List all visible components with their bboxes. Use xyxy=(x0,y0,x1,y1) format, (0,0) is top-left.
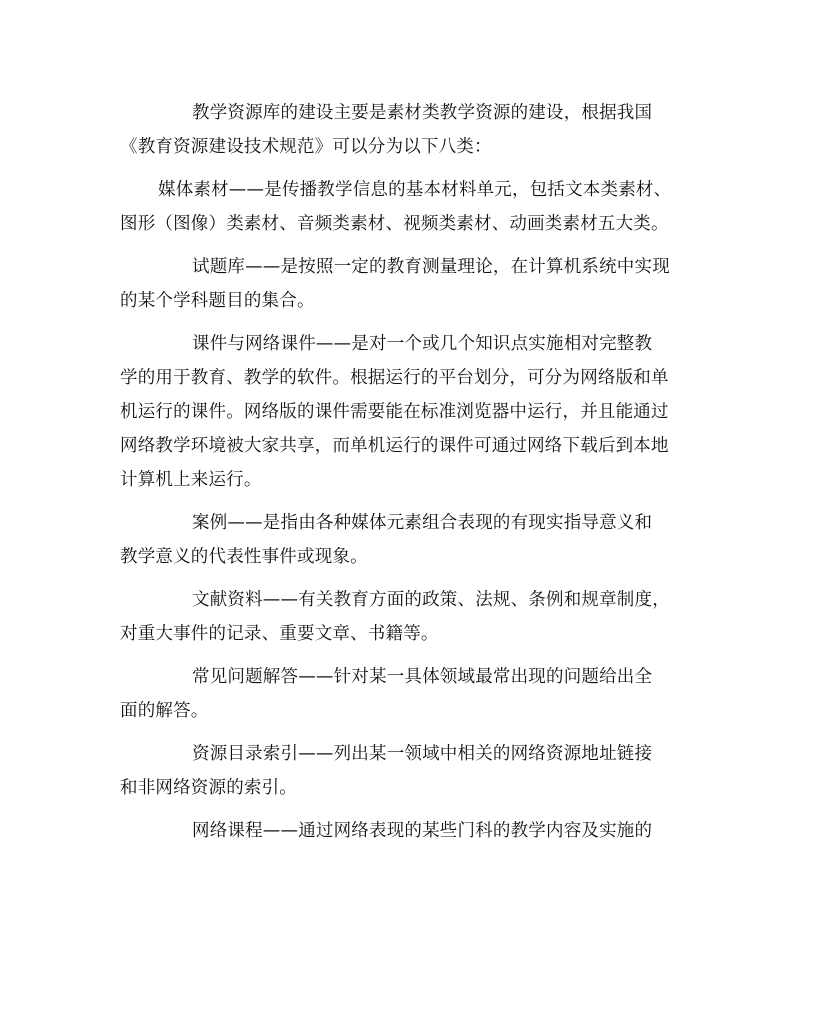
paragraph-courseware xyxy=(120,327,700,497)
text-line: 面的解答。 xyxy=(120,701,209,721)
text-line: 文献资料——有关教育方面的政策、法规、条例和规章制度， xyxy=(192,590,670,610)
text-line: 对重大事件的记录、重要文章、书籍等。 xyxy=(120,624,439,644)
text-line: 网络教学环境被大家共享，而单机运行的课件可通过网络下载后到本地 xyxy=(120,436,669,456)
text-line: 试题库——是按照一定的教育测量理论，在计算机系统中实现 xyxy=(192,257,670,277)
document-page xyxy=(120,96,700,857)
paragraph-intro xyxy=(120,96,700,164)
text-line: 机运行的课件。网络版的课件需要能在标准浏览器中运行，并且能通过 xyxy=(120,402,669,422)
text-line: 的某个学科题目的集合。 xyxy=(120,291,315,311)
text-line: 计算机上来运行。 xyxy=(120,470,262,490)
text-line: 常见问题解答——针对某一具体领域最常出现的问题给出全 xyxy=(192,667,653,687)
text-line: 网络课程——通过网络表现的某些门科的教学内容及实施的 xyxy=(192,821,653,841)
paragraph-literature xyxy=(120,583,700,651)
paragraph-media-materials xyxy=(120,173,700,241)
paragraph-question-bank xyxy=(120,250,700,318)
text-line: 案例——是指由各种媒体元素组合表现的有现实指导意义和 xyxy=(192,513,653,533)
text-line: 媒体素材——是传播教学信息的基本材料单元，包括文本类素材、 xyxy=(158,180,672,200)
text-line: 和非网络资源的索引。 xyxy=(120,778,297,798)
text-line: 教学资源库的建设主要是素材类教学资源的建设，根据我国 xyxy=(192,103,653,123)
text-line: 教学意义的代表性事件或现象。 xyxy=(120,547,368,567)
text-line: 图形（图像）类素材、音频类素材、视频类素材、动画类素材五大类。 xyxy=(120,214,669,234)
text-line: 学的用于教育、教学的软件。根据运行的平台划分，可分为网络版和单 xyxy=(120,368,669,388)
text-line: 资源目录索引——列出某一领域中相关的网络资源地址链接 xyxy=(192,744,653,764)
paragraph-online-course xyxy=(120,814,700,848)
paragraph-cases xyxy=(120,506,700,574)
paragraph-resource-index xyxy=(120,737,700,805)
text-line: 课件与网络课件——是对一个或几个知识点实施相对完整教 xyxy=(192,334,653,354)
text-line: 《教育资源建设技术规范》可以分为以下八类： xyxy=(120,137,492,157)
paragraph-faq xyxy=(120,660,700,728)
